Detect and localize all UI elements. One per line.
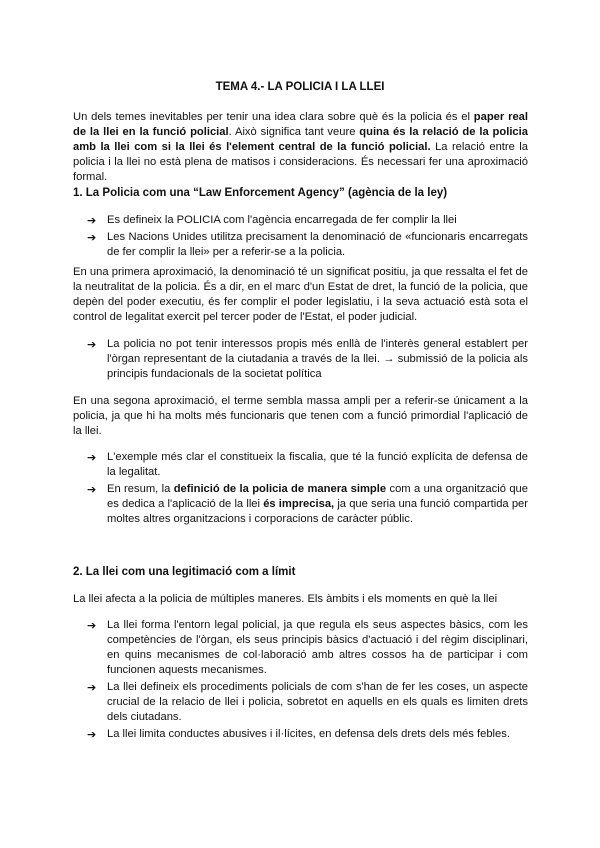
list-item: ➔ La llei forma l'entorn legal policial, ja que regula els seus aspectes bàsics, com les competències de l'òrgan, els seus principis bàsics d'actuació i del règim disciplinari, en quins mecanismes de col·laboració amb altres cossos ha de participar i com funcionen aquests mecanismes. <box>87 619 528 676</box>
arrow-right-icon: ➔ <box>87 214 97 227</box>
list-item: ➔ La llei defineix els procediments policials de com s'han de fer les coses, un aspecte crucial de la relacio de llei i policia, sobretot en aquells en els quals es limiten drets dels ciutadans. <box>87 681 528 723</box>
intro-paragraph: Un dels temes inevitables per tenir una idea clara sobre què és la policia és el paper real de la llei en la funció policial. Això significa tant veure quina és la relació de la policia amb la llei com si la llei és l'element central de la funció policial. La relació entre la policia i la llei no està plena de matisos i consideracions. És necessari fer una aproximació formal. <box>73 111 528 183</box>
arrow-right-icon: ➔ <box>87 681 97 694</box>
arrow-right-icon: ➔ <box>87 451 97 464</box>
section-1-bullets-b <box>73 337 528 384</box>
list-item: ➔ L'exemple més clar el constitueix la fiscalia, que té la funció explícita de defensa de la legalitat. <box>87 451 528 478</box>
arrow-right-icon: ➔ <box>87 619 97 632</box>
section-1-paragraph-3: En una segona aproximació, el terme sembla massa ampli per a referir-se únicament a la policia, ja que hi ha molts més funcionaris que tenen com a funció primordial l'aplicació de la llei. <box>73 395 528 437</box>
section-2-bullets <box>73 618 528 744</box>
intro-bold-1: paper real de la llei en la funció policial <box>73 111 528 138</box>
arrow-right-icon: ➔ <box>87 231 97 244</box>
list-item: ➔ La policia no pot tenir interessos propis més enllà de l'interès general establert per l'òrgan representant de la ciutadania a través de la llei. → submissió de la policia als principis fundacionals de la societat política <box>87 338 528 380</box>
list-item: ➔ La llei limita conductes abusives i il·lícites, en defensa dels drets dels més febles. <box>87 728 510 741</box>
section-1-bullets-c <box>73 450 528 529</box>
section-2-heading: 2. La llei com una legitimació com a límit <box>73 566 296 578</box>
section-2-intro: La llei afecta a la policia de múltiples maneres. Els àmbits i els moments en què la llei <box>73 593 498 605</box>
list-item: ➔ En resum, la definició de la policia de manera simple com a una organització que es dedica a l'aplicació de la llei és imprecisa, ja que seria una funció compartida per moltes altres organitzacions i corporacions de caràcter públic. <box>87 483 528 525</box>
list-item: ➔ Es defineix la POLICIA com l'agència encarregada de fer complir la llei <box>87 214 457 227</box>
arrow-right-icon: ➔ <box>87 483 97 496</box>
intro-bold-2: quina és la relació de la policia amb la llei com si la llei és l'element central de la funció policial. <box>73 126 528 153</box>
arrow-right-icon: ➔ <box>87 728 97 741</box>
arrow-right-icon: ➔ <box>87 338 97 351</box>
section-1-heading: 1. La Policia com una “Law Enforcement Agency” (agència de la ley) <box>73 187 448 199</box>
section-1-paragraph-2: En una primera aproximació, la denominació té un significat positiu, ja que ressalta el fet de la neutralitat de la policia. És a dir, en el marc d'un Estat de dret, la funció de la policia, que depèn del poder executiu, és fer complir el poder legislatiu, i la seva actuació està sota el control de legalitat exercit pel tercer poder de l'Estat, el poder judicial. <box>73 266 528 323</box>
list-item: ➔ Les Nacions Unides utilitza precisament la denominació de «funcionaris encarregats de fer complir la llei» per a referir-se a la policia. <box>87 231 528 258</box>
section-1-bullets-a <box>73 213 528 262</box>
page-title: TEMA 4.- LA POLICIA I LA LLEI <box>215 81 385 93</box>
